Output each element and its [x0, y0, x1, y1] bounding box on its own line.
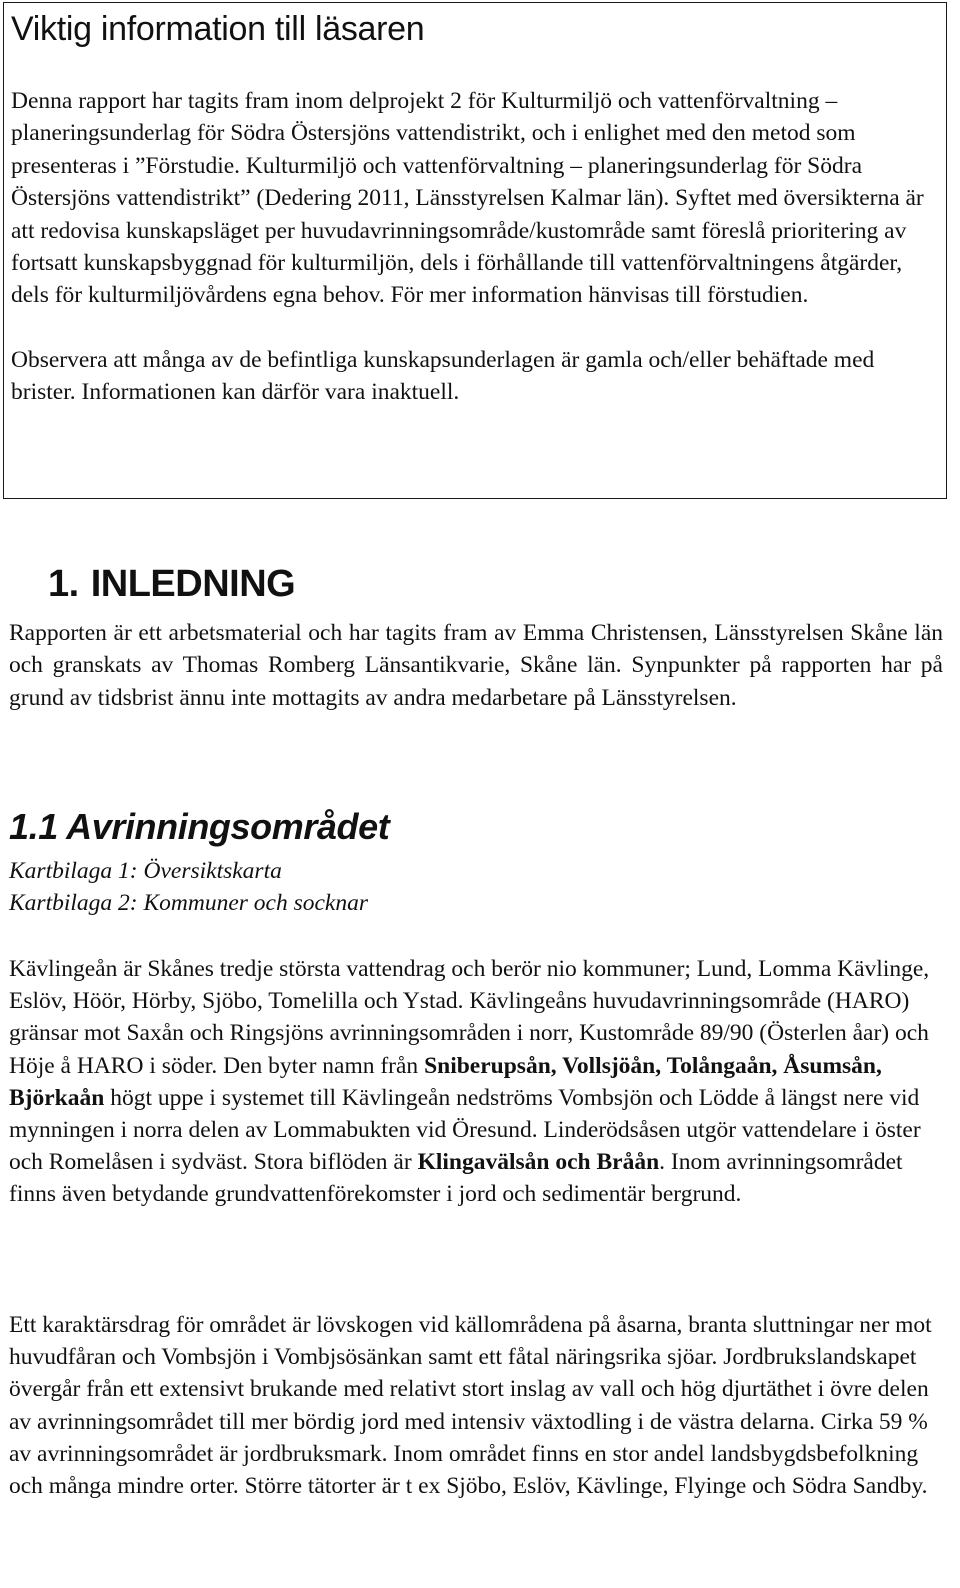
section-1-paragraph: Rapporten är ett arbetsmaterial och har tagits fram av Emma Christensen, Länsstyrelsen Skåne län och granskats av Thomas Romberg Länsantikvarie, Skåne län. Synpunkter på rapporten har på grund av tidsbrist ännu inte mottagits av andra medarbetare på Länsstyrelsen. [9, 620, 943, 711]
paragraph-1-text-d: . Inom avrinningsområdet finns även betydande grundvattenförekomster i jord och sedimentär bergrund. [9, 1149, 903, 1208]
catchment-paragraph-1 [9, 953, 943, 1211]
information-paragraph-2: Observera att många av de befintliga kunskapsunderlagen är gamla och/eller behäftade med brister. Informationen kan därför vara inaktuell. [11, 346, 875, 406]
map-appendix-list [9, 855, 943, 920]
map-appendix-2: Kartbilaga 2: Kommuner och socknar [9, 890, 369, 917]
section-1-number: 1. [48, 563, 79, 605]
tributaries-bold: Klingavälsån och Bråån [417, 1149, 660, 1176]
section-1-title: INLEDNING [90, 563, 296, 605]
information-box-title: Viktig information till läsaren [11, 10, 425, 48]
information-box [3, 2, 947, 499]
paragraph-1-text-a: Kävlingeån är Skånes tredje största vattendrag och berör nio kommuner; Lund, Lomma Kävlinge, Eslöv, Höör, Hörby, Sjöbo, Tomelilla och Ystad. Kävlingeåns huvudavrinningsområde (HARO) gränsar mot Saxån och Ringsjöns avrinningsområden i norr, Kustområde 89/90 (Österlen åar) och Höje å HARO i söder. Den byter namn från [9, 956, 930, 1079]
river-names-bold: Sniberupsån, Vollsjöån, Tolångaån, Åsumsån, Björkaån [9, 1052, 882, 1111]
paragraph-1-text-c: högt uppe i systemet till Kävlingeån nedströms Vombsjön och Lödde å längst nere vid mynningen i norra delen av Lommabukten vid Öresund. Linderödsåsen utgör vattendelare i öster och Romelåsen i sydväst. Stora biflöden är [9, 1084, 921, 1176]
map-appendix-1: Kartbilaga 1: Översiktskarta [9, 858, 282, 884]
catchment-paragraph-2: Ett karaktärsdrag för området är lövskogen vid källområdena på åsarna, branta sluttningar ner mot huvudfåran och Vombsjön i Vombjsösänkan samt ett fåtal näringsrika sjöar. Jordbrukslandskapet övergår från ett extensivt brukande med relativt stort inslag av vall och hög djurtäthet i övre delen av avrinningsområdet till mer bördig jord med intensiv växtodling i de västra delarna. Cirka 59 % av avrinningsområdet är jordbruksmark. Inom området finns en stor andel landsbygdsbefolkning och många mindre orter. Större tätorter är t ex Sjöbo, Eslöv, Kävlinge, Flyinge och Södra Sandby. [9, 1312, 932, 1500]
information-paragraph-1: Denna rapport har tagits fram inom delprojekt 2 för Kulturmiljö och vattenförvaltning – planeringsunderlag för Södra Östersjöns vattendistrikt, och i enlighet med den metod som presenteras i ”Förstudie. Kulturmiljö och vattenförvaltning – planeringsunderlag för Södra Östersjöns vattendistrikt” (Dedering 2011, Länsstyrelsen Kalmar län). Syftet med översikterna är att redovisa kunskapsläget per huvudavrinningsområde/kustområde samt föreslå prioritering av fortsatt kunskapsbyggnad för kulturmiljön, dels i förhållande till vattenförvaltningens åtgärder, dels för kulturmiljövårdens egna behov. För mer information hänvisas till förstudien. [11, 88, 924, 309]
section-1-heading [48, 560, 295, 608]
section-1-1-heading: 1.1 Avrinningsområdet [9, 806, 390, 847]
